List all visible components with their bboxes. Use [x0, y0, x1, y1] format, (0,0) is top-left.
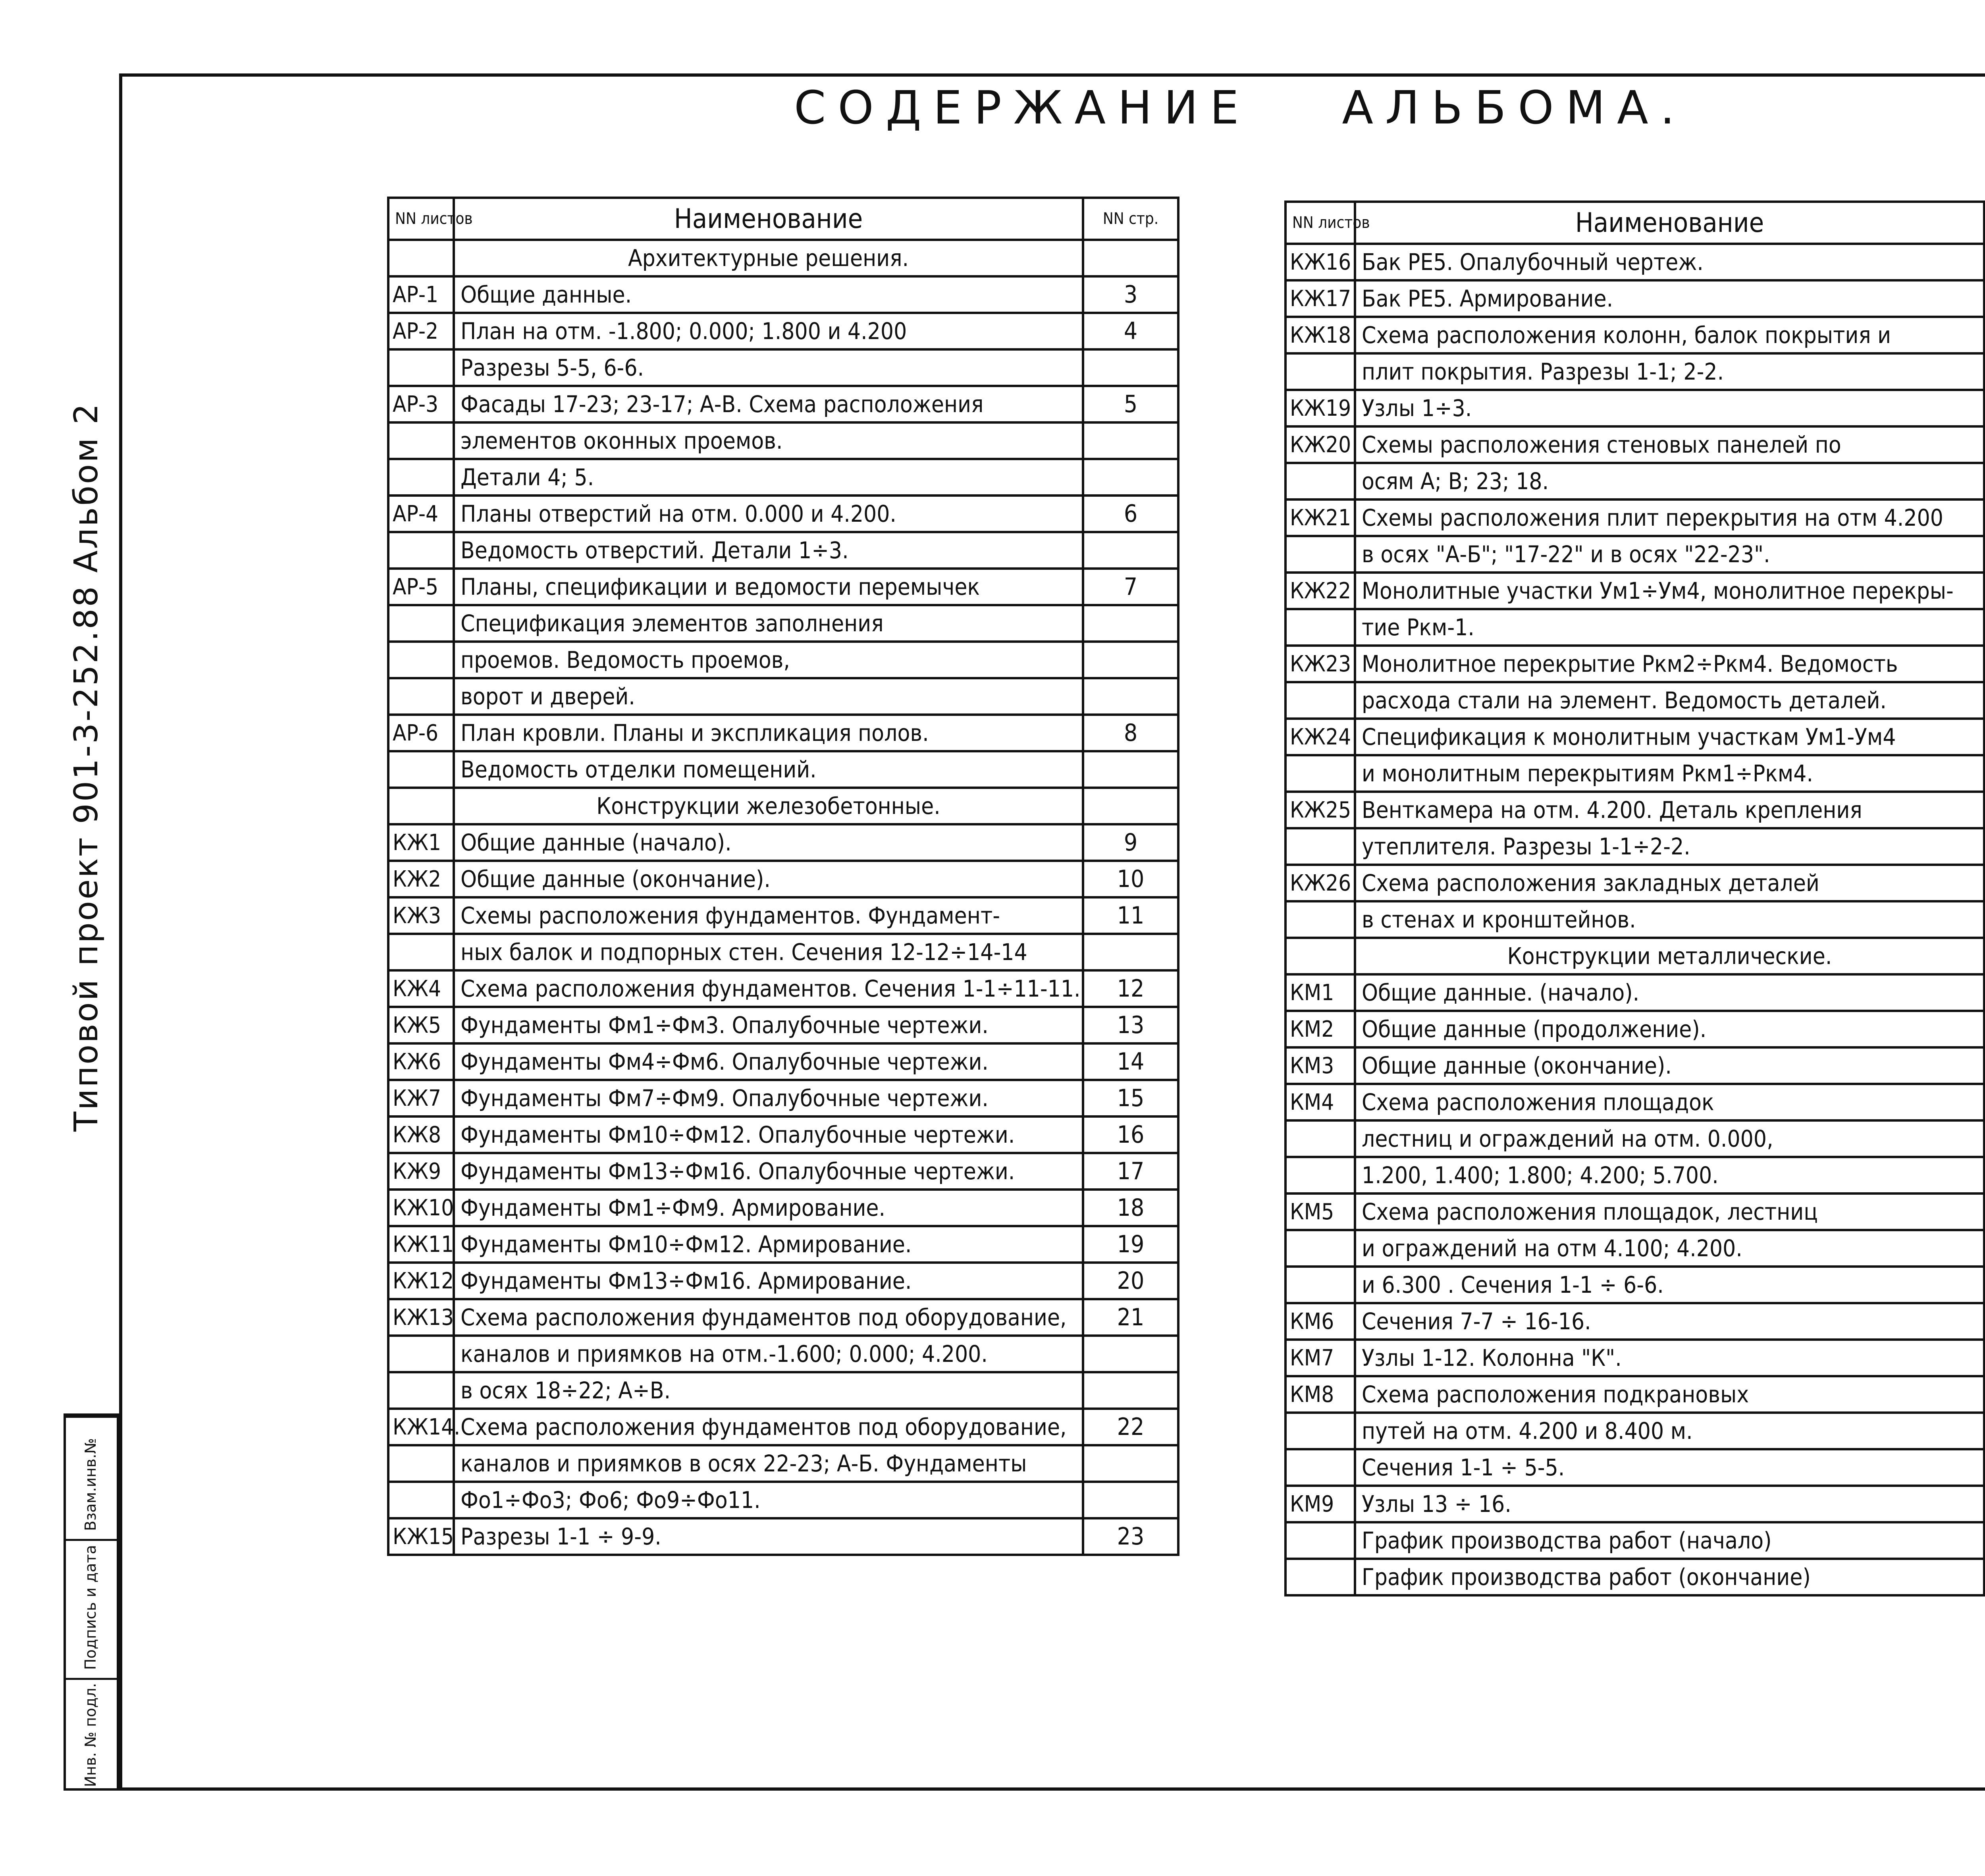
page-number-cell: [1083, 532, 1178, 569]
title-cell: Общие данные (продолжение).: [1355, 1011, 1984, 1047]
title-cell: Узлы 13 ÷ 16.: [1355, 1486, 1984, 1522]
sheet-code-cell: КЖ4: [388, 970, 454, 1007]
sheet-code-cell: [388, 1372, 454, 1409]
title-cell: и 6.300 . Сечения 1-1 ÷ 6-6.: [1355, 1267, 1984, 1303]
page-number-cell: [1083, 751, 1178, 788]
sheet-code-cell: КЖ13: [388, 1299, 454, 1336]
table-row: [388, 715, 1178, 751]
title-cell: Фундаменты Фм13÷Фм16. Армирование.: [454, 1263, 1083, 1299]
page-number-cell: 10: [1083, 861, 1178, 897]
table-row: [388, 1409, 1178, 1445]
page-number-cell: 5: [1083, 386, 1178, 422]
table-row: [1285, 1303, 1985, 1340]
title-cell: и ограждений на отм 4.100; 4.200.: [1355, 1230, 1984, 1267]
contents-table-right: [1284, 201, 1985, 1596]
title-cell: Схема расположения фундаментов под оборудование,: [454, 1299, 1083, 1336]
page-number-cell: [1083, 678, 1178, 715]
title-cell: элементов оконных проемов.: [454, 422, 1083, 459]
approval-stamp: [64, 1413, 119, 1791]
title-cell: и монолитным перекрытиям Ркм1÷Ркм4.: [1355, 755, 1984, 792]
table-row: [388, 569, 1178, 605]
sheet-code-cell: КЖ12: [388, 1263, 454, 1299]
sheet-code-cell: [1285, 828, 1355, 865]
sheet-code-cell: КЖ20: [1285, 426, 1355, 463]
title-word-2: АЛЬБОМА.: [1342, 81, 1687, 135]
title-cell: Венткамера на отм. 4.200. Деталь крепления: [1355, 792, 1984, 828]
sheet-code-cell: КЖ9: [388, 1153, 454, 1190]
page-number-cell: 19: [1083, 1226, 1178, 1263]
table-row: [1285, 1449, 1985, 1486]
sheet-code-cell: АР-4: [388, 496, 454, 532]
table-row: [388, 897, 1178, 934]
table-row: [1285, 901, 1985, 938]
table-row: [1285, 974, 1985, 1011]
page-number-cell: 13: [1083, 1007, 1178, 1043]
table-row: [388, 1299, 1178, 1336]
table-row: [1285, 390, 1985, 426]
table-row: [388, 276, 1178, 313]
page-number-cell: 7: [1083, 569, 1178, 605]
table-row: [1285, 280, 1985, 317]
sheet-code-cell: АР-5: [388, 569, 454, 605]
title-cell: лестниц и ограждений на отм. 0.000,: [1355, 1120, 1984, 1157]
title-cell: Схема расположения площадок: [1355, 1084, 1984, 1120]
sheet-code-cell: [388, 788, 454, 824]
title-word-1: СОДЕРЖАНИЕ: [794, 81, 1251, 135]
table-row: [1285, 244, 1985, 280]
table-row: [1285, 463, 1985, 499]
page-number-cell: [1083, 642, 1178, 678]
sheet-code-cell: АР-1: [388, 276, 454, 313]
page-number-cell: [1083, 605, 1178, 642]
stamp-inv-no: Инв. № подл.: [82, 1683, 99, 1787]
sheet-code-cell: [1285, 1522, 1355, 1559]
title-cell: Фундаменты Фм1÷Фм3. Опалубочные чертежи.: [454, 1007, 1083, 1043]
sheet-code-cell: АР-2: [388, 313, 454, 349]
table-row: [1285, 1084, 1985, 1120]
table-row: [1285, 865, 1985, 901]
title-cell: в стенах и кронштейнов.: [1355, 901, 1984, 938]
title-cell: проемов. Ведомость проемов,: [454, 642, 1083, 678]
title-cell: Общие данные (начало).: [454, 824, 1083, 861]
title-cell: Схема расположения фундаментов. Сечения 1-1÷11-11.: [454, 970, 1083, 1007]
title-cell: Схема расположения закладных деталей: [1355, 865, 1984, 901]
title-cell: Фундаменты Фм7÷Фм9. Опалубочные чертежи.: [454, 1080, 1083, 1116]
page-number-cell: 18: [1083, 1190, 1178, 1226]
title-cell: Схема расположения колонн, балок покрытия и: [1355, 317, 1984, 353]
table-row: [388, 532, 1178, 569]
title-cell: График производства работ (начало): [1355, 1522, 1984, 1559]
sheet-code-cell: КМ9: [1285, 1486, 1355, 1522]
title-cell: Общие данные. (начало).: [1355, 974, 1984, 1011]
sheet-code-cell: [388, 459, 454, 496]
sheet-code-cell: АР-6: [388, 715, 454, 751]
title-cell: утеплителя. Разрезы 1-1÷2-2.: [1355, 828, 1984, 865]
table-row: [388, 642, 1178, 678]
table-row: [1285, 1230, 1985, 1267]
title-cell: Фундаменты Фм1÷Фм9. Армирование.: [454, 1190, 1083, 1226]
table-row: [388, 605, 1178, 642]
header-name: Наименование: [454, 198, 1083, 240]
title-cell: ворот и дверей.: [454, 678, 1083, 715]
sheet-code-cell: АР-3: [388, 386, 454, 422]
title-cell: Детали 4; 5.: [454, 459, 1083, 496]
page-number-cell: 17: [1083, 1153, 1178, 1190]
title-cell: Сечения 1-1 ÷ 5-5.: [1355, 1449, 1984, 1486]
table-row: [1285, 317, 1985, 353]
table-row: [1285, 1413, 1985, 1449]
table-row: [388, 751, 1178, 788]
table-row: [1285, 609, 1985, 646]
page-number-cell: [1083, 422, 1178, 459]
title-cell: Фо1÷Фо3; Фо6; Фо9÷Фо11.: [454, 1482, 1083, 1518]
header-sheets: NN листов: [388, 198, 454, 240]
table-row: [1285, 719, 1985, 755]
table-row: [1285, 792, 1985, 828]
title-cell: Сечения 7-7 ÷ 16-16.: [1355, 1303, 1984, 1340]
title-cell: 1.200, 1.400; 1.800; 4.200; 5.700.: [1355, 1157, 1984, 1193]
table-row: [388, 313, 1178, 349]
title-cell: Общие данные (окончание).: [454, 861, 1083, 897]
title-cell: Разрезы 5-5, 6-6.: [454, 349, 1083, 386]
table-row: [1285, 828, 1985, 865]
sheet-code-cell: [1285, 1267, 1355, 1303]
sheet-code-cell: КЖ22: [1285, 573, 1355, 609]
sheet-code-cell: [1285, 463, 1355, 499]
title-cell: в осях 18÷22; А÷В.: [454, 1372, 1083, 1409]
sheet-code-cell: [388, 934, 454, 970]
sheet-code-cell: [388, 1445, 454, 1482]
page-number-cell: [1083, 1445, 1178, 1482]
sheet-code-cell: [1285, 1559, 1355, 1595]
table-row: [1285, 536, 1985, 573]
sheet-code-cell: КЖ21: [1285, 499, 1355, 536]
table-row: [388, 1007, 1178, 1043]
page-number-cell: [1083, 240, 1178, 276]
title-cell: План кровли. Планы и экспликация полов.: [454, 715, 1083, 751]
sheet-code-cell: КЖ7: [388, 1080, 454, 1116]
page-number-cell: 9: [1083, 824, 1178, 861]
page-number-cell: [1083, 934, 1178, 970]
page-number-cell: [1083, 1482, 1178, 1518]
title-cell: Схема расположения фундаментов под оборудование,: [454, 1409, 1083, 1445]
stamp-sign-date: Подпись и дата: [82, 1545, 99, 1670]
table-row: [388, 1372, 1178, 1409]
sheet-code-cell: [388, 1482, 454, 1518]
title-cell: Планы, спецификации и ведомости перемычек: [454, 569, 1083, 605]
page-number-cell: 14: [1083, 1043, 1178, 1080]
table-row: [388, 934, 1178, 970]
page-number-cell: [1083, 788, 1178, 824]
table-row: [388, 1080, 1178, 1116]
sheet-code-cell: КЖ17: [1285, 280, 1355, 317]
table-row: [388, 1153, 1178, 1190]
table-row: [388, 1518, 1178, 1555]
sheet-code-cell: КЖ25: [1285, 792, 1355, 828]
sheet-code-cell: КМ4: [1285, 1084, 1355, 1120]
page-number-cell: 23: [1083, 1518, 1178, 1555]
title-cell: Фасады 17-23; 23-17; А-В. Схема расположения: [454, 386, 1083, 422]
page-number-cell: [1083, 459, 1178, 496]
title-cell: расхода стали на элемент. Ведомость деталей.: [1355, 682, 1984, 719]
title-cell: Разрезы 1-1 ÷ 9-9.: [454, 1518, 1083, 1555]
title-cell: Бак РЕ5. Армирование.: [1355, 280, 1984, 317]
title-cell: Фундаменты Фм10÷Фм12. Опалубочные чертежи.: [454, 1116, 1083, 1153]
title-cell: Узлы 1÷3.: [1355, 390, 1984, 426]
table-header: [1285, 202, 1985, 244]
table-row: [388, 1482, 1178, 1518]
sheet-code-cell: [1285, 938, 1355, 974]
table-row: [388, 678, 1178, 715]
sheet-code-cell: КМ2: [1285, 1011, 1355, 1047]
page-number-cell: 20: [1083, 1263, 1178, 1299]
sheet-code-cell: [1285, 353, 1355, 390]
table-row: [388, 1190, 1178, 1226]
title-cell: Планы отверстий на отм. 0.000 и 4.200.: [454, 496, 1083, 532]
sheet-code-cell: КЖ6: [388, 1043, 454, 1080]
section-row: [388, 240, 1178, 276]
table-row: [1285, 1193, 1985, 1230]
page-number-cell: 8: [1083, 715, 1178, 751]
table-row: [1285, 1047, 1985, 1084]
title-cell: плит покрытия. Разрезы 1-1; 2-2.: [1355, 353, 1984, 390]
table-row: [1285, 573, 1985, 609]
contents-table-left: [387, 197, 1179, 1556]
sheet-code-cell: [1285, 1413, 1355, 1449]
title-cell: Архитектурные решения.: [454, 240, 1083, 276]
title-cell: Монолитное перекрытие Ркм2÷Ркм4. Ведомость: [1355, 646, 1984, 682]
table-row: [388, 1226, 1178, 1263]
sheet-code-cell: [388, 349, 454, 386]
page-number-cell: [1083, 1372, 1178, 1409]
title-cell: ных балок и подпорных стен. Сечения 12-12÷14-14: [454, 934, 1083, 970]
table-row: [1285, 1486, 1985, 1522]
sheet-code-cell: КМ1: [1285, 974, 1355, 1011]
table-row: [388, 970, 1178, 1007]
page-number-cell: 21: [1083, 1299, 1178, 1336]
title-cell: Монолитные участки Ум1÷Ум4, монолитное перекры-: [1355, 573, 1984, 609]
title-cell: каналов и приямков в осях 22-23; А-Б. Фундаменты: [454, 1445, 1083, 1482]
sheet-code-cell: [1285, 536, 1355, 573]
table-row: [1285, 1267, 1985, 1303]
sheet-code-cell: КЖ10: [388, 1190, 454, 1226]
table-row: [1285, 1157, 1985, 1193]
sheet-code-cell: [1285, 1157, 1355, 1193]
sheet-code-cell: [1285, 1230, 1355, 1267]
page-title: [794, 81, 1686, 135]
table-row: [1285, 682, 1985, 719]
title-cell: Спецификация элементов заполнения: [454, 605, 1083, 642]
page-number-cell: 22: [1083, 1409, 1178, 1445]
table-row: [388, 1043, 1178, 1080]
page-number-cell: 4: [1083, 313, 1178, 349]
table-row: [1285, 1522, 1985, 1559]
table-row: [388, 1336, 1178, 1372]
table-row: [1285, 1376, 1985, 1413]
title-cell: тие Ркм-1.: [1355, 609, 1984, 646]
table-row: [1285, 426, 1985, 463]
sheet-code-cell: КЖ2: [388, 861, 454, 897]
title-cell: Схемы расположения стеновых панелей по: [1355, 426, 1984, 463]
sheet-code-cell: КЖ3: [388, 897, 454, 934]
title-cell: каналов и приямков на отм.-1.600; 0.000; 4.200.: [454, 1336, 1083, 1372]
table-row: [1285, 1120, 1985, 1157]
sheet-code-cell: КЖ15: [388, 1518, 454, 1555]
sheet-code-cell: КМ6: [1285, 1303, 1355, 1340]
sheet-code-cell: [388, 678, 454, 715]
title-cell: Фундаменты Фм10÷Фм12. Армирование.: [454, 1226, 1083, 1263]
stamp-replace-inv: Взам.инв.№: [82, 1438, 99, 1531]
title-cell: Фундаменты Фм13÷Фм16. Опалубочные чертежи.: [454, 1153, 1083, 1190]
header-page: NN стр.: [1083, 198, 1178, 240]
sheet-code-cell: [388, 605, 454, 642]
sheet-code-cell: [1285, 755, 1355, 792]
title-cell: осям А; В; 23; 18.: [1355, 463, 1984, 499]
table-row: [1285, 1011, 1985, 1047]
page-number-cell: 6: [1083, 496, 1178, 532]
sheet-code-cell: КЖ11: [388, 1226, 454, 1263]
table-row: [1285, 499, 1985, 536]
header-sheets: NN листов: [1285, 202, 1355, 244]
title-cell: Узлы 1-12. Колонна "К".: [1355, 1340, 1984, 1376]
sheet-code-cell: [1285, 1120, 1355, 1157]
table-header: [388, 198, 1178, 240]
title-cell: Ведомость отделки помещений.: [454, 751, 1083, 788]
side-project-label: Типовой проект 901-3-252.88 Альбом 2: [67, 402, 105, 1132]
page-number-cell: [1083, 1336, 1178, 1372]
page-number-cell: 11: [1083, 897, 1178, 934]
table-row: [388, 459, 1178, 496]
title-cell: Конструкции металлические.: [1355, 938, 1984, 974]
table-row: [388, 1445, 1178, 1482]
sheet-code-cell: КМ5: [1285, 1193, 1355, 1230]
table-row: [1285, 755, 1985, 792]
sheet-code-cell: [1285, 682, 1355, 719]
sheet-code-cell: КМ7: [1285, 1340, 1355, 1376]
sheet-code-cell: [388, 751, 454, 788]
section-row: [1285, 938, 1985, 974]
table-row: [1285, 646, 1985, 682]
sheet-code-cell: [1285, 1449, 1355, 1486]
title-cell: Схемы расположения плит перекрытия на отм 4.200: [1355, 499, 1984, 536]
title-cell: График производства работ (окончание): [1355, 1559, 1984, 1595]
sheet-code-cell: [388, 532, 454, 569]
sheet-code-cell: [1285, 609, 1355, 646]
table-row: [388, 422, 1178, 459]
sheet-code-cell: КЖ18: [1285, 317, 1355, 353]
sheet-code-cell: [388, 642, 454, 678]
sheet-code-cell: КЖ19: [1285, 390, 1355, 426]
sheet-code-cell: [388, 240, 454, 276]
page-number-cell: 3: [1083, 276, 1178, 313]
title-cell: Общие данные.: [454, 276, 1083, 313]
table-row: [1285, 353, 1985, 390]
table-row: [388, 1263, 1178, 1299]
table-row: [388, 861, 1178, 897]
sheet-code-cell: КМ8: [1285, 1376, 1355, 1413]
title-cell: План на отм. -1.800; 0.000; 1.800 и 4.200: [454, 313, 1083, 349]
table-row: [1285, 1340, 1985, 1376]
sheet-code-cell: [388, 422, 454, 459]
page-number-cell: 15: [1083, 1080, 1178, 1116]
sheet-code-cell: КЖ1: [388, 824, 454, 861]
table-row: [388, 349, 1178, 386]
header-name: Наименование: [1355, 202, 1984, 244]
sheet-code-cell: КМ3: [1285, 1047, 1355, 1084]
sheet-code-cell: КЖ24: [1285, 719, 1355, 755]
title-cell: Спецификация к монолитным участкам Ум1-Ум4: [1355, 719, 1984, 755]
title-cell: Схема расположения площадок, лестниц: [1355, 1193, 1984, 1230]
section-row: [388, 788, 1178, 824]
sheet-code-cell: КЖ26: [1285, 865, 1355, 901]
title-cell: Схема расположения подкрановых: [1355, 1376, 1984, 1413]
sheet-code-cell: [1285, 901, 1355, 938]
sheet-code-cell: [388, 1336, 454, 1372]
table-row: [388, 496, 1178, 532]
page-number-cell: [1083, 349, 1178, 386]
sheet-code-cell: КЖ16: [1285, 244, 1355, 280]
page-number-cell: 16: [1083, 1116, 1178, 1153]
title-cell: в осях "А-Б"; "17-22" и в осях "22-23".: [1355, 536, 1984, 573]
sheet-code-cell: КЖ5: [388, 1007, 454, 1043]
title-cell: Бак РЕ5. Опалубочный чертеж.: [1355, 244, 1984, 280]
sheet-code-cell: КЖ14.: [388, 1409, 454, 1445]
sheet-code-cell: КЖ23: [1285, 646, 1355, 682]
table-row: [388, 1116, 1178, 1153]
title-cell: Ведомость отверстий. Детали 1÷3.: [454, 532, 1083, 569]
table-row: [388, 386, 1178, 422]
table-row: [388, 824, 1178, 861]
title-cell: Общие данные (окончание).: [1355, 1047, 1984, 1084]
sheet-code-cell: КЖ8: [388, 1116, 454, 1153]
title-cell: Конструкции железобетонные.: [454, 788, 1083, 824]
page-number-cell: 12: [1083, 970, 1178, 1007]
title-cell: путей на отм. 4.200 и 8.400 м.: [1355, 1413, 1984, 1449]
title-cell: Схемы расположения фундаментов. Фундамент-: [454, 897, 1083, 934]
table-row: [1285, 1559, 1985, 1595]
title-cell: Фундаменты Фм4÷Фм6. Опалубочные чертежи.: [454, 1043, 1083, 1080]
